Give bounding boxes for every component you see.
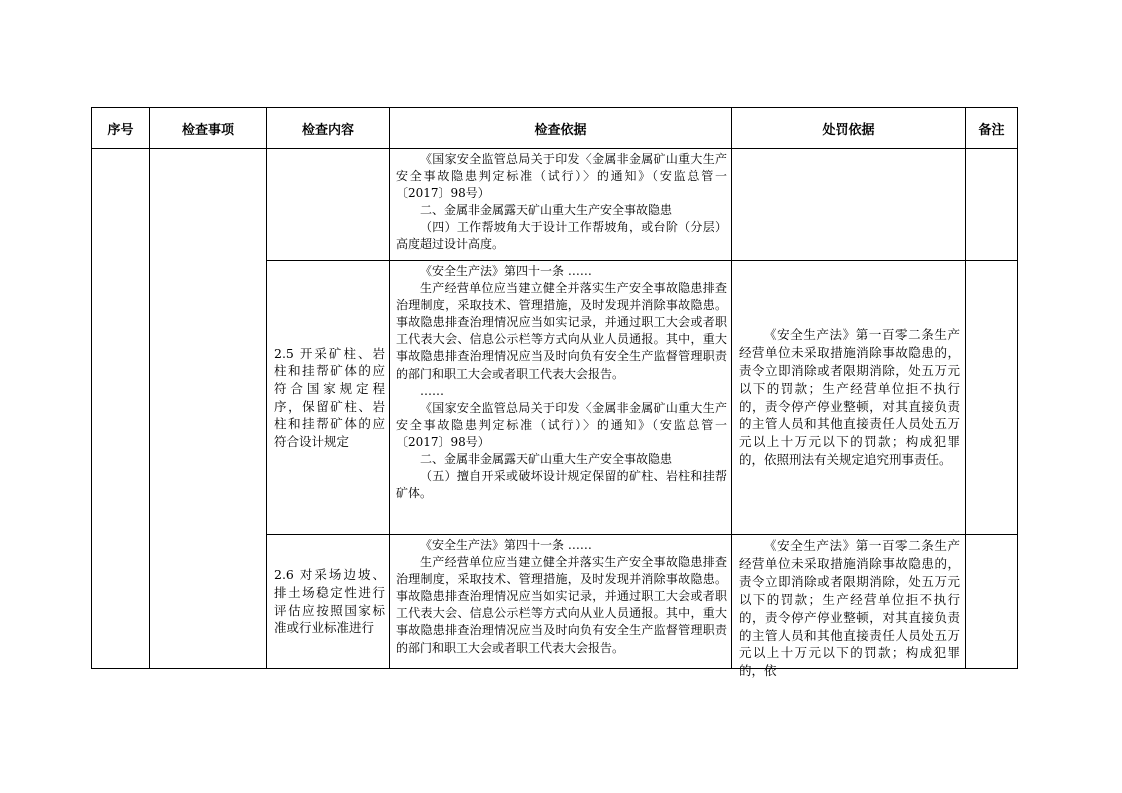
header-index: 序号	[92, 108, 150, 149]
basis-paragraph: （四）工作帮坡角大于设计工作帮坡角，或台阶（分层）高度超过设计高度。	[396, 220, 727, 252]
header-item: 检查事项	[150, 108, 267, 149]
basis-paragraph: 生产经营单位应当建立健全并落实生产安全事故隐患排查治理制度，采取技术、管理措施，及时发现并消除事故隐患。事故隐患排查治理情况应当如实记录，并通过职工大会或者职工代表大会、信息公示栏等方式向从业人员通报。其中，重大事故隐患排查治理情况应当及时向负有安全生产监督管理职责的部门和职工大会或者职工代表大会报告。	[396, 555, 727, 655]
header-remark: 备注	[966, 108, 1018, 149]
basis-paragraph: 生产经营单位应当建立健全并落实生产安全事故隐患排查治理制度，采取技术、管理措施，及时发现并消除事故隐患。事故隐患排查治理情况应当如实记录，并通过职工大会或者职工代表大会、信息公示栏等方式向从业人员通报。其中，重大事故隐患排查治理情况应当及时向负有安全生产监督管理职责的部门和职工大会或者职工代表大会报告。	[396, 281, 727, 381]
basis-paragraph: 《国家安全监管总局关于印发〈金属非金属矿山重大生产安全事故隐患判定标准（试行）〉的通知》（安监总管一〔2017〕98号）	[396, 152, 727, 201]
basis-paragraph: 二、金属非金属露天矿山重大生产安全事故隐患	[420, 203, 673, 218]
basis-cell	[390, 261, 732, 535]
remark-cell	[966, 535, 1018, 669]
penalty-cell	[732, 535, 966, 679]
penalty-cell	[732, 261, 966, 535]
penalty-paragraph: 《安全生产法》第一百零二条生产经营单位未采取措施消除事故隐患的，责令立即消除或者限期消除，处五万元以下的罚款；生产经营单位拒不执行的，责令停产停业整顿，对其直接负责的主管人员和其他直接责任人员处五万元以上十万元以下的罚款；构成犯罪的，依照刑法有关规定追究刑事责任。	[739, 326, 960, 468]
content-cell	[267, 149, 390, 261]
header-basis: 检查依据	[390, 108, 732, 149]
penalty-paragraph: 《安全生产法》第一百零二条生产经营单位未采取措施消除事故隐患的，责令立即消除或者限期消除，处五万元以下的罚款；生产经营单位拒不执行的，责令停产停业整顿，对其直接负责的主管人员和其他直接责任人员处五万元以上十万元以下的罚款；构成犯罪的，依	[739, 538, 960, 679]
inspection-table	[91, 107, 1018, 679]
content-cell: 2.5 开采矿柱、岩柱和挂帮矿体的应符合国家规定程序，保留矿柱、岩柱和挂帮矿体的应符合设计规定	[267, 261, 390, 535]
basis-cell	[390, 535, 732, 669]
header-row	[92, 108, 1018, 149]
content-cell: 2.6 对采场边坡、排土场稳定性进行评估应按照国家标准或行业标准进行	[267, 535, 390, 669]
header-penalty: 处罚依据	[732, 108, 966, 149]
item-cell	[150, 149, 267, 669]
table-row	[92, 149, 1018, 261]
header-content: 检查内容	[267, 108, 390, 149]
basis-paragraph: ……	[420, 383, 444, 398]
basis-paragraph: 《安全生产法》第四十一条 ……	[420, 264, 592, 278]
basis-cell	[390, 149, 732, 261]
remark-cell	[966, 149, 1018, 261]
penalty-cell	[732, 149, 966, 261]
remark-cell	[966, 261, 1018, 535]
basis-paragraph: 《安全生产法》第四十一条 ……	[420, 538, 592, 552]
basis-paragraph: （五）擅自开采或破坏设计规定保留的矿柱、岩柱和挂帮矿体。	[396, 469, 727, 501]
basis-paragraph: 《国家安全监管总局关于印发〈金属非金属矿山重大生产安全事故隐患判定标准（试行）〉的通知》（安监总管一〔2017〕98号）	[396, 400, 727, 449]
index-cell	[92, 149, 150, 669]
basis-paragraph: 二、金属非金属露天矿山重大生产安全事故隐患	[420, 452, 673, 467]
